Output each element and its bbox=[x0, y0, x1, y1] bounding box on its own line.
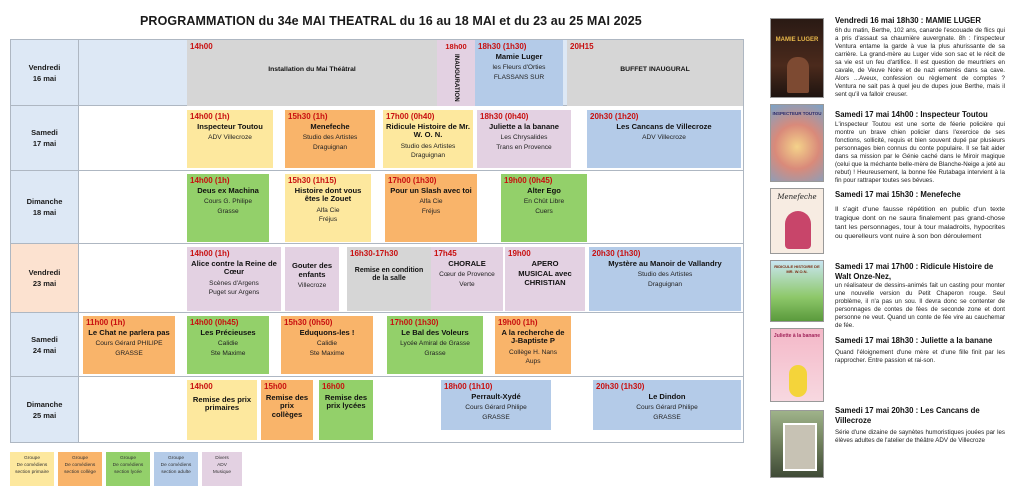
event-company: ADV Villecroze bbox=[208, 134, 252, 142]
event-apero bbox=[505, 247, 585, 311]
day-name: Dimanche bbox=[26, 399, 63, 409]
event-title: BUFFET INAUGURAL bbox=[620, 65, 690, 73]
side-heading: Samedi 17 mai 17h00 : Ridicule Histoire de Walt Onze-Nez, bbox=[835, 262, 994, 281]
event-title: Juliette a la banane bbox=[488, 121, 560, 131]
event-location: Trans en Provence bbox=[496, 143, 552, 151]
event-menefeche bbox=[285, 110, 375, 168]
event-time: 11h00 (1h) bbox=[86, 318, 126, 327]
event-title: Installation du Mai Théâtral bbox=[268, 65, 356, 73]
event-jean-baptiste bbox=[495, 316, 571, 374]
row-sat-17 bbox=[11, 106, 743, 171]
day-date: 24 mai bbox=[32, 345, 57, 355]
event-location: Fréjus bbox=[318, 216, 338, 224]
event-mystere-manoir bbox=[589, 247, 741, 311]
event-location: Ste Maxime bbox=[309, 349, 345, 357]
event-title: Remise des prix collèges bbox=[265, 392, 309, 420]
event-juliette-banane bbox=[477, 110, 571, 168]
event-time: 14h00 (1h) bbox=[190, 249, 230, 258]
legend-line: Groupe bbox=[24, 456, 40, 461]
event-time: 17h00 (1h30) bbox=[390, 318, 439, 327]
schedule-grid bbox=[10, 39, 744, 443]
legend-line: De comédiens bbox=[16, 463, 48, 468]
event-detail: MUSICAL avec bbox=[518, 269, 572, 279]
event-location: GRASSE bbox=[653, 413, 681, 421]
event-title: A la recherche de J-Baptiste P bbox=[501, 327, 565, 346]
day-date: 16 mai bbox=[32, 73, 57, 83]
event-detail: CHRISTIAN bbox=[524, 278, 566, 288]
event-location: Cuers bbox=[535, 207, 553, 215]
event-bal-voleurs bbox=[387, 316, 483, 374]
poster-juliette-banane bbox=[770, 328, 824, 402]
event-alter-ego bbox=[501, 174, 587, 242]
event-title: Deus ex Machina bbox=[197, 185, 259, 195]
poster-ridicule-histoire bbox=[770, 260, 824, 322]
side-heading: Samedi 17 mai 14h00 : Inspecteur Toutou bbox=[835, 110, 988, 119]
event-title: Le Dindon bbox=[648, 391, 686, 401]
event-time: 20h30 (1h30) bbox=[592, 249, 641, 258]
row-fri-23 bbox=[11, 244, 743, 313]
event-time: 18h00 (1h10) bbox=[444, 382, 493, 391]
day-name: Vendredi bbox=[28, 62, 61, 72]
legend-primaire bbox=[10, 452, 54, 486]
poster-menefeche bbox=[770, 188, 824, 254]
event-title: Ridicule Histoire de Mr. W. O. N. bbox=[386, 121, 470, 140]
event-time: 14h00 (0h45) bbox=[190, 318, 239, 327]
event-company: les Fleurs d'Orties bbox=[492, 64, 546, 72]
event-location: GRASSE bbox=[115, 349, 143, 357]
event-title: Gouter des enfants bbox=[291, 261, 333, 279]
event-company: ADV Villecroze bbox=[642, 134, 686, 142]
event-company: Lycée Amiral de Grasse bbox=[400, 340, 470, 348]
event-time: 17h00 (1h30) bbox=[388, 176, 437, 185]
poster-figure bbox=[783, 423, 817, 471]
day-date: 17 mai bbox=[32, 139, 57, 148]
day-label bbox=[11, 377, 79, 442]
event-time: 14h00 (1h) bbox=[190, 176, 230, 185]
event-chat-ne-parlera bbox=[83, 316, 175, 374]
poster-cancans-villecroze bbox=[770, 410, 824, 478]
event-time: 19h00 (0h45) bbox=[504, 176, 553, 185]
event-title: APERO bbox=[531, 258, 559, 268]
event-time: 14h00 bbox=[190, 382, 213, 391]
event-company: Cœur de Provence bbox=[439, 271, 495, 279]
row-sun-25 bbox=[11, 377, 743, 442]
event-company: Collège H. Nans bbox=[508, 349, 557, 357]
side-text-mamie-luger bbox=[835, 16, 1005, 106]
event-title: Perrault-Xydé bbox=[471, 391, 521, 401]
side-heading: Samedi 17 mai 18h30 : Juliette a la banane bbox=[835, 336, 993, 345]
event-title: Pour un Slash avec toi bbox=[390, 185, 472, 195]
legend-line: De comédiens bbox=[112, 463, 144, 468]
event-location: Villecroze bbox=[297, 282, 327, 290]
event-cancans-villecroze bbox=[587, 110, 741, 168]
event-remise-condition bbox=[347, 247, 431, 311]
event-title: Alice contre la Reine de Cœur bbox=[191, 258, 277, 277]
event-title: Inspecteur Toutou bbox=[197, 121, 263, 131]
event-time: 18h30 (0h40) bbox=[480, 112, 529, 121]
legend-college bbox=[58, 452, 102, 486]
legend-adulte bbox=[154, 452, 198, 486]
poster-figure bbox=[789, 365, 807, 397]
side-body: Série d'une dizaine de saynètes humoristiques jouées par les élèves adultes de l'atelier de théâtre ADV de Villecroze bbox=[835, 429, 1005, 445]
legend-line: section adulte bbox=[161, 470, 191, 475]
legend-line: Groupe bbox=[72, 456, 88, 461]
event-company: Alfa Cie bbox=[419, 198, 443, 206]
event-deus-ex-machina bbox=[187, 174, 269, 242]
event-company: Calidie bbox=[316, 340, 338, 348]
event-eduquons bbox=[281, 316, 373, 374]
side-text-menefeche bbox=[835, 190, 1005, 252]
event-location: Draguignan bbox=[647, 280, 683, 288]
day-date: 25 mai bbox=[32, 410, 57, 420]
poster-title: INSPECTEUR TOUTOU bbox=[772, 111, 822, 116]
event-perrault-xyde bbox=[441, 380, 551, 430]
event-time: 14h00 bbox=[190, 42, 213, 51]
page-title: PROGRAMMATION du 34e MAI THEATRAL du 16 au 18 MAI et du 23 au 25 MAI 2025 bbox=[140, 14, 642, 28]
event-title: CHORALE bbox=[448, 258, 486, 268]
event-time: 15h30 (1h15) bbox=[288, 176, 337, 185]
side-body: 6h du matin, Berthe, 102 ans, canarde l'escouade de flics qui a pris d'assaut sa chaumière auvergnate. 8h : l'inspecteur Ventura entame la garde à vue la plus ahurissante de sa carrière. La grand-mère au Luger vide son sac et le récit de sa vie est un feu d'artifice. Il est question de meurtriers en cavale, de Veuve Noire et de nazi enterrés dans sa cave. Alors ...Aveux, confession ou règlement de comptes ? Ventura ne sait pas à quel jeu de dupes joue Berthe, mais il sent qu'il va falloir creuser. bbox=[835, 26, 1005, 99]
event-location: Draguignan bbox=[410, 152, 446, 160]
event-title: INAUGURATION bbox=[452, 54, 460, 102]
event-gouter bbox=[285, 247, 339, 311]
poster-title: Juliette à la banane bbox=[773, 333, 821, 339]
event-ridicule-histoire bbox=[383, 110, 473, 168]
legend-line: section primaire bbox=[15, 470, 49, 475]
event-location: GRASSE bbox=[482, 413, 510, 421]
event-inauguration bbox=[437, 40, 475, 106]
event-title: Histoire dont vous êtes le Zouet bbox=[294, 185, 362, 204]
event-inspecteur-toutou bbox=[187, 110, 273, 168]
event-title: Les Cancans de Villecroze bbox=[616, 121, 712, 131]
event-location: Draguignan bbox=[312, 143, 348, 151]
event-time: 16h00 bbox=[322, 382, 345, 391]
event-precieuses bbox=[187, 316, 269, 374]
event-histoire-zouet bbox=[285, 174, 371, 242]
event-location: Verte bbox=[459, 280, 475, 288]
event-location: Ste Maxime bbox=[210, 349, 246, 357]
event-location: Puget sur Argens bbox=[208, 289, 260, 297]
event-company: Calidie bbox=[217, 340, 239, 348]
poster-figure bbox=[785, 211, 811, 249]
side-text-ridicule bbox=[835, 262, 1005, 330]
event-company: Cours Gérard PHILIPE bbox=[95, 340, 163, 348]
event-company: Cours G. Philipe bbox=[203, 198, 252, 206]
legend-divers bbox=[202, 452, 242, 486]
event-time: 20h30 (1h20) bbox=[590, 112, 639, 121]
event-company: Studio des Artistes bbox=[637, 271, 693, 279]
event-time: 19h00 (1h) bbox=[498, 318, 538, 327]
event-company: En Chût Libre bbox=[523, 198, 565, 206]
poster-title: MAMIE LUGER bbox=[775, 37, 819, 43]
side-heading: Samedi 17 mai 15h30 : Menefeche bbox=[835, 190, 961, 199]
event-pour-un-slash bbox=[385, 174, 477, 242]
event-location: Aups bbox=[525, 358, 541, 366]
side-heading: Vendredi 16 mai 18h30 : MAMIE LUGER bbox=[835, 16, 982, 25]
event-time: 18h30 (1h30) bbox=[478, 42, 527, 51]
event-title: Remise en condition de la salle bbox=[354, 266, 424, 282]
poster-title: Menefeche bbox=[777, 193, 817, 201]
event-title: Alter Ego bbox=[527, 185, 561, 195]
event-title: Le Bal des Voleurs bbox=[401, 327, 469, 337]
day-label bbox=[11, 40, 79, 105]
event-time: 14h00 (1h) bbox=[190, 112, 230, 121]
event-title: Mamie Luger bbox=[495, 51, 543, 61]
event-company: Alfa Cie bbox=[316, 207, 340, 215]
event-time: 15h30 (0h50) bbox=[284, 318, 333, 327]
day-date: 23 mai bbox=[32, 279, 57, 288]
poster-inspecteur-toutou bbox=[770, 104, 824, 182]
side-text-juliette bbox=[835, 336, 1005, 378]
legend-line: De comédiens bbox=[160, 463, 192, 468]
poster-figure bbox=[787, 57, 809, 93]
day-label bbox=[11, 244, 79, 312]
event-time: 20H15 bbox=[570, 42, 594, 51]
legend-line: Groupe bbox=[168, 456, 184, 461]
legend-line: section lycée bbox=[114, 470, 142, 475]
side-body: un réalisateur de dessins-animés fait un casting pour monter une nouvelle version du Petit Chaperon rouge. Seul problème, il n'a pas un sou. Il devra donc se contenter de personnages de contes de fées de seconde zone et dont personne ne veut. Quand un conte de fée vire au cauchemar de fée. bbox=[835, 282, 1005, 330]
event-mamie-luger bbox=[475, 40, 563, 106]
day-date: 18 mai bbox=[32, 208, 57, 217]
row-sat-24 bbox=[11, 313, 743, 377]
side-text-inspecteur-toutou bbox=[835, 110, 1005, 185]
side-body: L'inspecteur Toutou est une sorte de féerie policière qui montre un brave chien policier dans l'exercice de ses fonctions, sollicité, requis et bien souvent dupé par plusieurs personnages bien connus du conte populaire. Il se fait aider dans sa mission par le Génie caché dans le Miroir magique (celui que la méchante belle-mère de Blanche-Neige a jeté au rebut) ! Heureusement, la bonne fée Rutabaga intervient à la fin pour rattraper toutes ses bévues. bbox=[835, 120, 1005, 185]
day-label bbox=[11, 313, 79, 376]
day-name: Samedi bbox=[31, 334, 58, 344]
event-time: 15h30 (1h) bbox=[288, 112, 328, 121]
event-company: Studio des Artistes bbox=[302, 134, 358, 142]
day-name: Vendredi bbox=[28, 268, 61, 277]
event-time: 18h00 bbox=[445, 42, 467, 51]
event-location: Grasse bbox=[217, 207, 239, 215]
event-buffet bbox=[567, 40, 743, 106]
event-le-dindon bbox=[593, 380, 741, 430]
poster-title: RIDICULE HISTOIRE DE MR. W.O.N. bbox=[774, 264, 820, 274]
event-remise-prix-lycees bbox=[319, 380, 373, 440]
row-sun-18 bbox=[11, 171, 743, 244]
side-body: Il s'agit d'une fausse répétition en public d'un texte tragique dont on ne saura finalement pas grand-chose tant les personnages, tour à tour maladroits, hypocrites ou querelleurs vont nuire à son bon déroulement bbox=[835, 205, 1005, 240]
day-name: Dimanche bbox=[26, 197, 63, 206]
event-title: Les Précieuses bbox=[200, 327, 256, 337]
event-time: 16h30-17h30 bbox=[350, 249, 399, 258]
event-remise-prix-primaires bbox=[187, 380, 257, 440]
event-chorale bbox=[431, 247, 503, 311]
event-title: Remise des prix lycées bbox=[324, 392, 368, 411]
legend-lycee bbox=[106, 452, 150, 486]
event-title: Mystère au Manoir de Vallandry bbox=[608, 258, 722, 268]
event-title: Menefeche bbox=[310, 121, 350, 131]
legend-line: De comédiens bbox=[64, 463, 96, 468]
legend-line: ADV bbox=[217, 463, 227, 468]
legend-line: Divers bbox=[215, 456, 229, 461]
side-text-cancans bbox=[835, 406, 1005, 466]
event-location: Fréjus bbox=[421, 207, 441, 215]
event-title: Remise des prix primaires bbox=[192, 394, 252, 413]
event-alice bbox=[187, 247, 281, 311]
legend-line: section collège bbox=[64, 470, 96, 475]
event-company: Studio des Artistes bbox=[400, 143, 456, 151]
legend-line: Groupe bbox=[120, 456, 136, 461]
event-time: 19h00 bbox=[508, 249, 531, 258]
day-name: Samedi bbox=[31, 128, 58, 137]
event-company: Cours Gérard Philipe bbox=[636, 404, 698, 412]
event-location: Grasse bbox=[424, 349, 446, 357]
event-location: FLASSANS SUR bbox=[493, 73, 545, 81]
event-title: Le Chat ne parlera pas bbox=[88, 327, 170, 337]
day-label bbox=[11, 106, 79, 170]
event-company: Scènes d'Argens bbox=[209, 280, 259, 288]
event-title: Eduquons-les ! bbox=[299, 327, 355, 337]
row-fri-16 bbox=[11, 40, 743, 106]
event-time: 17h00 (0h40) bbox=[386, 112, 435, 121]
poster-mamie-luger bbox=[770, 18, 824, 98]
side-heading: Samedi 17 mai 20h30 : Les Cancans de Villecroze bbox=[835, 406, 980, 425]
event-time: 15h00 bbox=[264, 382, 287, 391]
event-time: 20h30 (1h30) bbox=[596, 382, 645, 391]
event-company: Les Chrysalides bbox=[500, 134, 548, 142]
legend-line: Musique bbox=[212, 470, 232, 475]
event-installation bbox=[187, 40, 437, 106]
event-remise-prix-colleges bbox=[261, 380, 313, 440]
event-time: 17h45 bbox=[434, 249, 457, 258]
day-label bbox=[11, 171, 79, 243]
event-company: Cours Gérard Philipe bbox=[465, 404, 527, 412]
side-body: Quand l'éloignement d'une mère et d'une fille finit par les rapprocher. Entre passion et rai-son. bbox=[835, 348, 1005, 364]
